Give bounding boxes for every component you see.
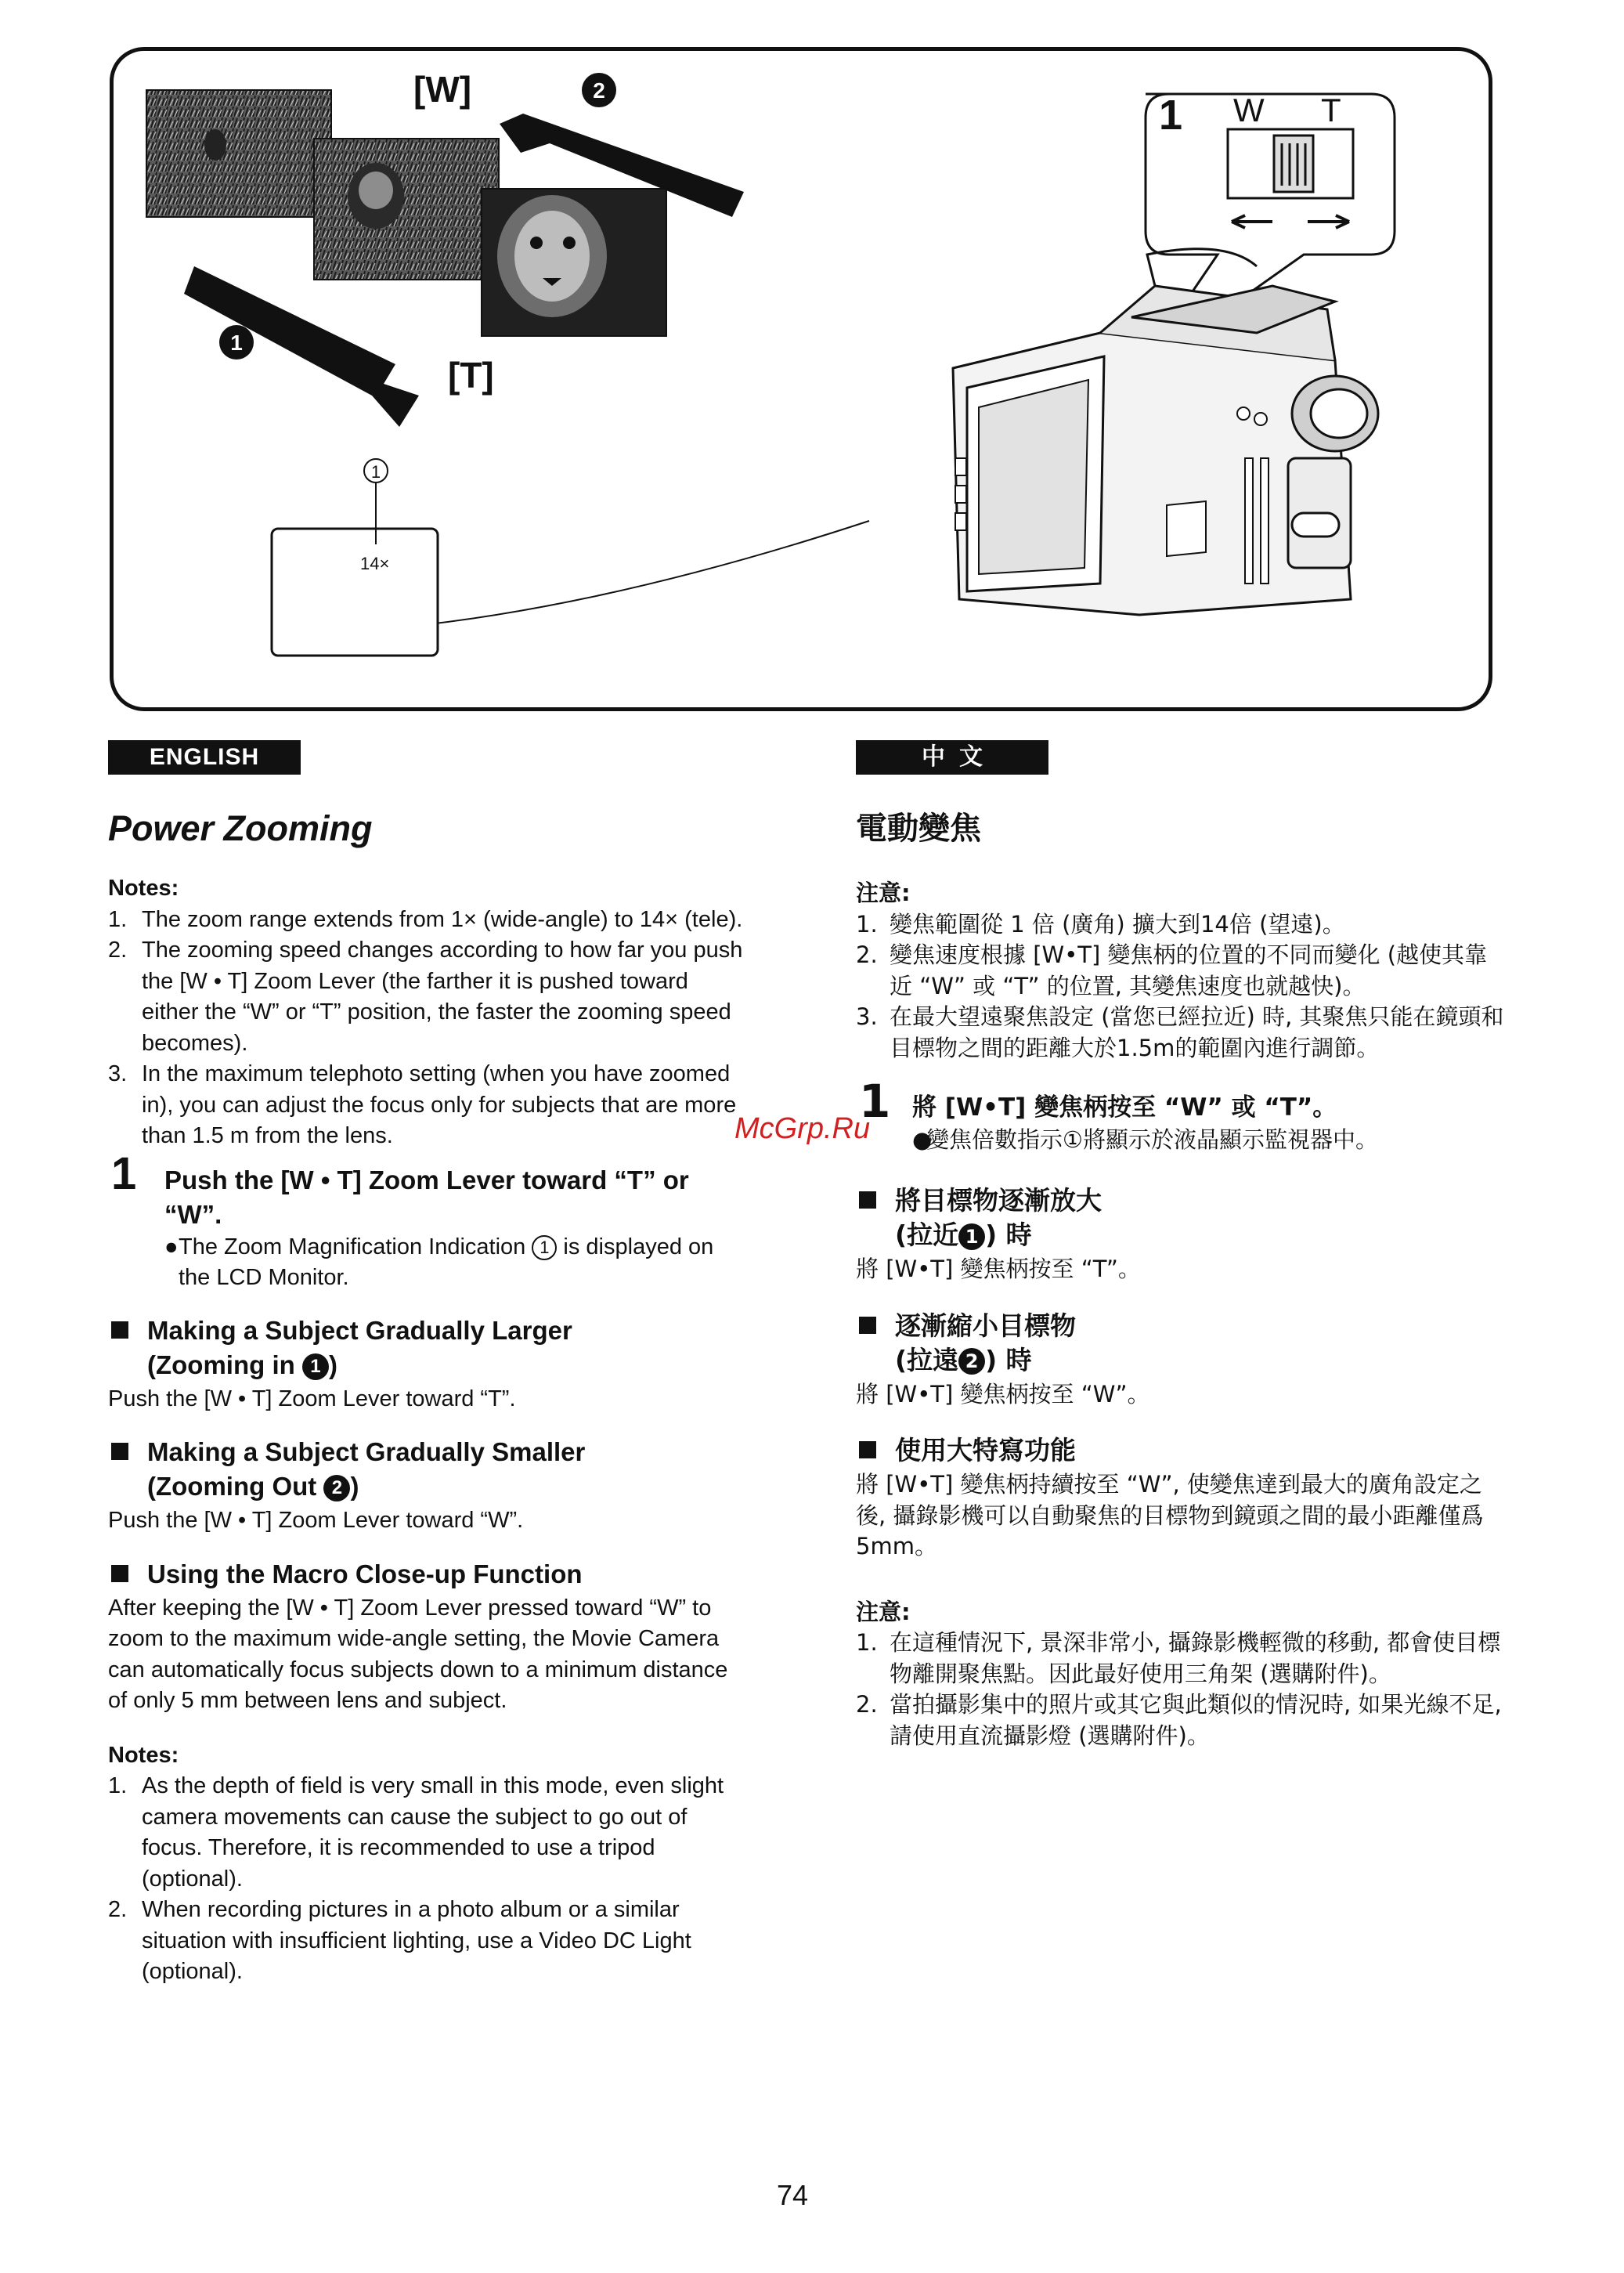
step-sub-en: ● The Zoom Magnification Indication 1 is displayed on the LCD Monitor.	[108, 1232, 750, 1293]
camcorder-icon	[953, 249, 1378, 615]
circle-number-icon: 2	[958, 1348, 985, 1375]
section-zoom-out-text: Push the [W • T] Zoom Lever toward “W”.	[108, 1508, 524, 1533]
chinese-tab: 中文	[856, 740, 1048, 775]
notes-list-en	[108, 905, 750, 1152]
notes2-list-en	[108, 1771, 750, 1988]
note-item: 3. 在最大望遠聚焦設定 (當您已經拉近) 時, 其聚焦只能在鏡頭和目標物之間的距離大於1.5m的範圍內進行調節。	[856, 1003, 1504, 1061]
marker-1-label: 1	[230, 331, 243, 355]
photo-wide	[146, 90, 331, 217]
note-item: 2. The zooming speed changes according to how far you push the [W • T] Zoom Lever (the farther it is pushed toward either the “W” or “T” position, the faster the zooming speed becomes).	[108, 938, 743, 1056]
section-zoom-out-text-zh: 將 [W•T] 變焦柄按至 “W”。	[856, 1380, 1150, 1408]
circle-number-icon: 1	[958, 1223, 985, 1250]
step-1-zh	[856, 1075, 1506, 1128]
page-title-en: Power Zooming	[108, 808, 373, 848]
section-zoom-in-heading: Making a Subject Gradually Larger (Zooming in 1 )	[108, 1314, 750, 1382]
bullet-icon: ●	[912, 1126, 933, 1153]
square-bullet-icon	[859, 1191, 876, 1209]
zoom-illustration	[110, 47, 1492, 711]
arrow-zoom-in	[184, 266, 419, 427]
step-text: Push the [W • T] Zoom Lever toward “T” or “W”.	[164, 1165, 689, 1229]
lever-step-number: 1	[1159, 92, 1183, 139]
note-item: 2. When recording pictures in a photo album or a similar situation with insufficient lighting, use a Video DC Light (optional).	[108, 1897, 691, 1984]
lcd-inset	[272, 459, 869, 656]
section-macro-heading: Using the Macro Close-up Function	[108, 1557, 750, 1592]
lever-t-label: T	[1321, 92, 1341, 128]
note-item: 2. 變焦速度根據 [W•T] 變焦柄的位置的不同而變化 (越使其靠近 “W” 或 “T” 的位置, 其變焦速度也就越快)。	[856, 941, 1488, 999]
step-sub-zh: ● 變焦倍數指示①將顯示於液晶顯示監視器中。	[856, 1125, 1506, 1155]
square-bullet-icon	[859, 1441, 876, 1458]
notes-heading-en: Notes:	[108, 876, 179, 901]
photo-tele	[482, 189, 666, 336]
note-item: 1. As the depth of field is very small in this mode, even slight camera movements can cause the subject to go out of focus. Therefore, it is recommended to use a tripod (optional).	[108, 1773, 724, 1892]
section-zoom-in-heading-zh: 將目標物逐漸放大 (拉近 1 ) 時	[856, 1183, 1506, 1252]
section-zoom-out-heading-zh: 逐漸縮小目標物 (拉遠 2 ) 時	[856, 1309, 1506, 1378]
marker-2-label: 2	[593, 78, 605, 103]
illustration-svg	[114, 51, 1492, 711]
section-macro-heading-zh: 使用大特寫功能	[856, 1433, 1506, 1468]
note-item: 1. 變焦範圍從 1 倍 (廣角) 擴大到14倍 (望遠)。	[856, 910, 1345, 938]
note-item: 1. The zoom range extends from 1× (wide-angle) to 14× (tele).	[108, 906, 743, 932]
section-zoom-in-text-zh: 將 [W•T] 變焦柄按至 “T”。	[856, 1256, 1141, 1282]
note-item: 3. In the maximum telephoto setting (when you have zoomed in), you can adjust the focus only for subjects that are more than 1.5 m from the lens.	[108, 1061, 737, 1148]
marker-2	[582, 73, 616, 107]
notes2-heading-zh: 注意:	[856, 1598, 911, 1625]
section-zoom-out-heading: Making a Subject Gradually Smaller (Zooming Out 2 )	[108, 1435, 750, 1504]
page-title-zh: 電動變焦	[856, 811, 981, 847]
label-t: [T]	[448, 355, 494, 396]
note-item: 1. 在這種情況下, 景深非常小, 攝錄影機輕微的移動, 都會使目標物離開聚焦點。因此最好使用三角架 (選購附件)。	[856, 1629, 1501, 1687]
section-macro-text: After keeping the [W • T] Zoom Lever pressed toward “W” to zoom to the maximum wide-angle setting, the Movie Camera can automatically focus subjects down to a minimum distance of only 5 mm between lens and subject.	[108, 1595, 728, 1713]
marker-1	[219, 325, 254, 360]
square-bullet-icon	[111, 1443, 128, 1460]
notes-list-zh	[856, 909, 1506, 1064]
bullet-icon: ●	[164, 1234, 179, 1259]
english-column	[108, 740, 750, 1988]
watermark: McGrp.Ru	[734, 1112, 871, 1145]
label-w: [W]	[413, 69, 472, 110]
step-1-en	[108, 1147, 750, 1232]
zoom-lever-icon	[1274, 136, 1313, 192]
step-number: 1	[859, 1075, 891, 1128]
step-number: 1	[111, 1147, 137, 1199]
callout-circle-icon: 1	[532, 1235, 557, 1260]
english-tab: ENGLISH	[108, 740, 301, 775]
section-zoom-in-text: Push the [W • T] Zoom Lever toward “T”.	[108, 1386, 516, 1411]
square-bullet-icon	[111, 1565, 128, 1582]
zoom-readout: 14×	[360, 554, 390, 573]
page-number: 74	[777, 2179, 809, 2211]
step-text: 將 [W•T] 變焦柄按至 “W” 或 “T”。	[912, 1093, 1337, 1122]
square-bullet-icon	[111, 1321, 128, 1339]
lever-w-label: W	[1233, 92, 1265, 128]
circle-number-icon: 1	[302, 1353, 329, 1380]
notes2-heading-en: Notes:	[108, 1742, 179, 1768]
photo-medium	[314, 139, 499, 280]
callout-number: 1	[370, 462, 381, 482]
square-bullet-icon	[859, 1317, 876, 1334]
chinese-column	[856, 740, 1506, 1751]
circle-number-icon: 2	[323, 1475, 350, 1501]
notes-heading-zh: 注意:	[856, 880, 911, 906]
note-item: 2. 當拍攝影集中的照片或其它與此類似的情況時, 如果光線不足, 請使用直流攝影燈 (選購附件)。	[856, 1691, 1502, 1749]
notes2-list-zh	[856, 1628, 1506, 1751]
section-macro-text-zh: 將 [W•T] 變焦柄持續按至 “W”, 使變焦達到最大的廣角設定之後, 攝錄影機可以自動聚焦的目標物到鏡頭之間的最小距離僅爲5mm。	[856, 1471, 1484, 1559]
